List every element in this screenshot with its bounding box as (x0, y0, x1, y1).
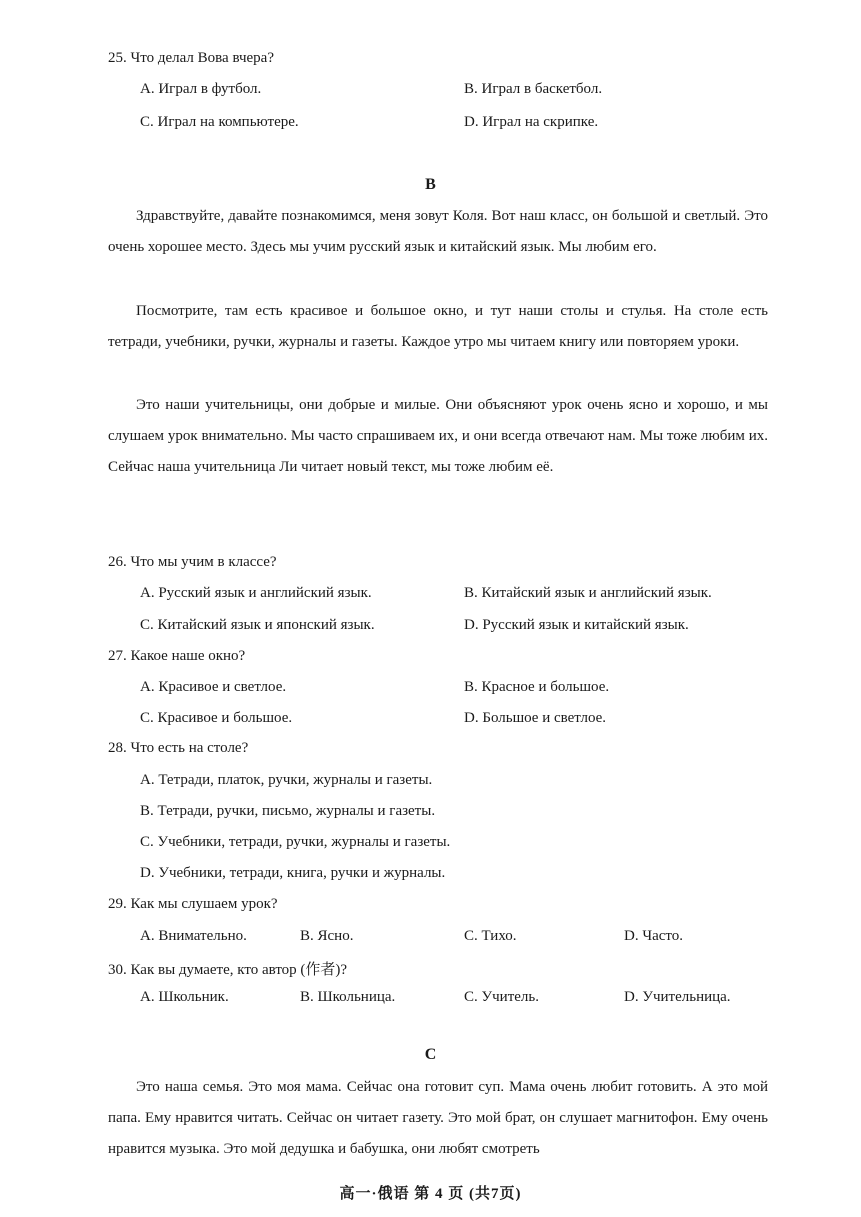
question-30: 30. Как вы думаете, кто автор (作者)? (108, 962, 348, 978)
section-b-paragraph-1: Здравствуйте, давайте познакомимся, меня зовут Коля. Вот наш класс, он большой и светлый. Это очень хорошее место. Здесь мы учим русский язык и китайский язык. Мы любим его. (108, 208, 768, 255)
section-c-paragraph: Это наша семья. Это моя мама. Сейчас она готовит суп. Мама очень любит готовить. А это мой папа. Ему нравится читать. Сейчас он читает газету. Это мой брат, он слушает магнитофон. Ему очень нравится музыка. Это мой дедушка и бабушка, они любят смотреть (108, 1079, 768, 1157)
q26-option-a: A. Русский язык и английский язык. (140, 585, 372, 601)
q26-option-b: B. Китайский язык и английский язык. (464, 585, 712, 601)
q27-option-b: B. Красное и большое. (464, 679, 610, 695)
section-b-paragraph-2: Посмотрите, там есть красивое и большое окно, и тут наши столы и стулья. На столе есть тетради, учебники, ручки, журналы и газеты. Каждое утро мы читаем книгу или повторяем уроки. (108, 303, 768, 350)
q26-option-d: D. Русский язык и китайский язык. (464, 617, 689, 633)
q30-option-a: A. Школьник. (140, 989, 229, 1005)
q27-option-d: D. Большое и светлое. (464, 710, 607, 726)
q29-option-b: B. Ясно. (300, 928, 354, 944)
q30-option-d: D. Учительница. (624, 989, 731, 1005)
q25-option-d: D. Играл на скрипке. (464, 114, 599, 130)
section-c-heading: C (424, 1046, 437, 1063)
q28-option-a: A. Тетради, платок, ручки, журналы и газеты. (140, 772, 433, 788)
q27-option-c: C. Красивое и большое. (140, 710, 293, 726)
section-b-paragraph-3: Это наши учительницы, они добрые и милые. Они объясняют урок очень ясно и хорошо, и мы слушаем урок внимательно. Мы часто спрашиваем их, и они всегда отвечают нам. Мы тоже любим их. Сейчас наша учительница Ли читает новый текст, мы тоже любим её. (108, 397, 768, 475)
q30-option-c: C. Учитель. (464, 989, 539, 1005)
q29-option-d: D. Часто. (624, 928, 684, 944)
section-b-heading: B (425, 176, 436, 193)
question-29: 29. Как мы слушаем урок? (108, 896, 278, 912)
question-25: 25. Что делал Вова вчера? (108, 50, 274, 66)
q28-option-b: B. Тетради, ручки, письмо, журналы и газеты. (140, 803, 436, 819)
q28-option-d: D. Учебники, тетради, книга, ручки и журналы. (140, 865, 446, 881)
q28-option-c: C. Учебники, тетради, ручки, журналы и газеты. (140, 834, 451, 850)
q29-option-c: C. Тихо. (464, 928, 517, 944)
page-footer: 高一·俄语 第 4 页 (共7页) (339, 1186, 522, 1202)
q30-option-b: B. Школьница. (300, 989, 396, 1005)
q27-option-a: A. Красивое и светлое. (140, 679, 287, 695)
question-26: 26. Что мы учим в классе? (108, 554, 277, 570)
q26-option-c: C. Китайский язык и японский язык. (140, 617, 375, 633)
q25-option-b: B. Играл в баскетбол. (464, 81, 603, 97)
q25-option-c: C. Играл на компьютере. (140, 114, 299, 130)
q29-option-a: A. Внимательно. (140, 928, 247, 944)
question-28: 28. Что есть на столе? (108, 740, 249, 756)
question-27: 27. Какое наше окно? (108, 648, 246, 664)
q25-option-a: A. Играл в футбол. (140, 81, 262, 97)
